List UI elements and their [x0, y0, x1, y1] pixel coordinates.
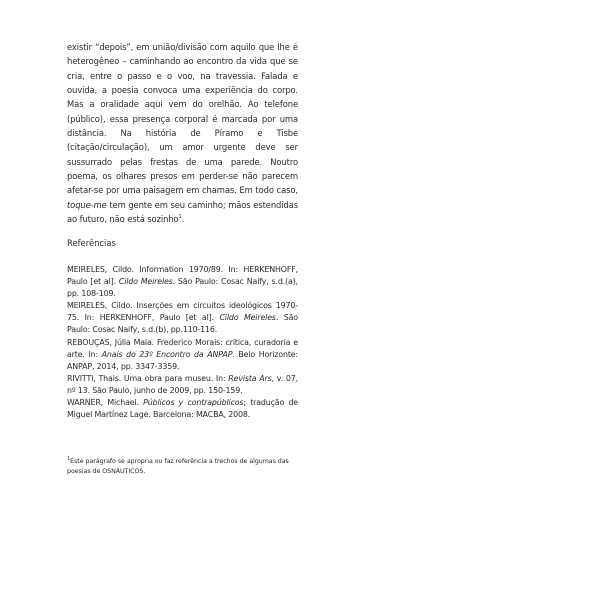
reference-text: . São Paulo: Cosac Naify, s.d.(b), pp.110-116. [67, 313, 298, 335]
footnote-marker: 1 [178, 214, 182, 221]
reference-text: MEIRELES, Cildo. Information 1970/89. In: HERKENHOFF, Paulo [et al]. [67, 265, 298, 287]
references-heading: Referências [67, 238, 116, 248]
reference-text: ; tradução de Miguel Martínez Lage. Barcelona: MACBA, 2008. [67, 398, 299, 420]
reference-text: REBOUÇAS, Júlia Maia. Frederico Morais: crítica, curadoria e arte. In: [67, 337, 298, 359]
reference-text: . Belo Horizonte: ANPAP, 2014, pp. 3347-3359. [67, 349, 298, 371]
reference-text: RIVITTI, Thais. Uma obra para museu. In: [67, 373, 229, 383]
reference-text: MEIRELES, Cildo. Inserções em circuitos ideológicos 1970-75. In: HERKENHOFF, Paulo [et al]. [67, 301, 298, 323]
paragraph [67, 40, 298, 226]
reference-text: . São Paulo: Cosac Naify, s.d.(a), pp. 108-109. [67, 277, 298, 299]
reference-item [67, 397, 298, 421]
reference-text: WARNER, Michael. [67, 398, 144, 408]
footnote-number: 1 [67, 455, 71, 462]
footnote-text: Este parágrafo se apropria ou faz referência a trechos de algumas das poesias de OSNÁUTICOS. [67, 458, 289, 475]
reference-title: Cildo Meireles [219, 313, 276, 323]
paragraph-end: . [181, 214, 185, 225]
footnote [67, 457, 298, 476]
reference-title: Públicos y contrapúblicos [143, 398, 244, 408]
reference-title: Anais do 23º Encontro da ANPAP [101, 349, 233, 359]
reference-item [67, 373, 298, 397]
paragraph-emphasis: toque-me [67, 199, 107, 210]
reference-title: Revista Ars [228, 373, 272, 383]
reference-item [67, 264, 298, 300]
references-list [67, 264, 298, 421]
body-paragraph [67, 40, 298, 226]
reference-item [67, 337, 298, 373]
reference-item [67, 300, 298, 336]
paragraph-text-continued: tem gente em seu caminho; mãos estendidas ao futuro, não está sozinho [67, 199, 298, 225]
reference-title: Cildo Meireles [118, 277, 173, 287]
reference-text: , v. 07, nº 13. São Paulo, junho de 2009, pp. 150-159. [67, 373, 298, 395]
paragraph-text: existir “depois”, em união/divisão com aquilo que lhe é heterogêneo – caminhando ao encontro da vida que se cria, entre o passo e o voo, na travessia. Falada e ouvida, a poesia convoca uma experiência do corpo. Mas a oralidade aqui vem do orelhão. Ao telefone (público), essa presença corporal é marcada por uma distância. Na história de Píramo e Tisbe (citação/circulação), um amor urgente deve ser sussurrado pelas frestas de uma parede. Noutro poema, os olhares presos em perder-se não parecem afetar-se por uma paisagem em chamas. Em todo caso, [67, 42, 298, 196]
